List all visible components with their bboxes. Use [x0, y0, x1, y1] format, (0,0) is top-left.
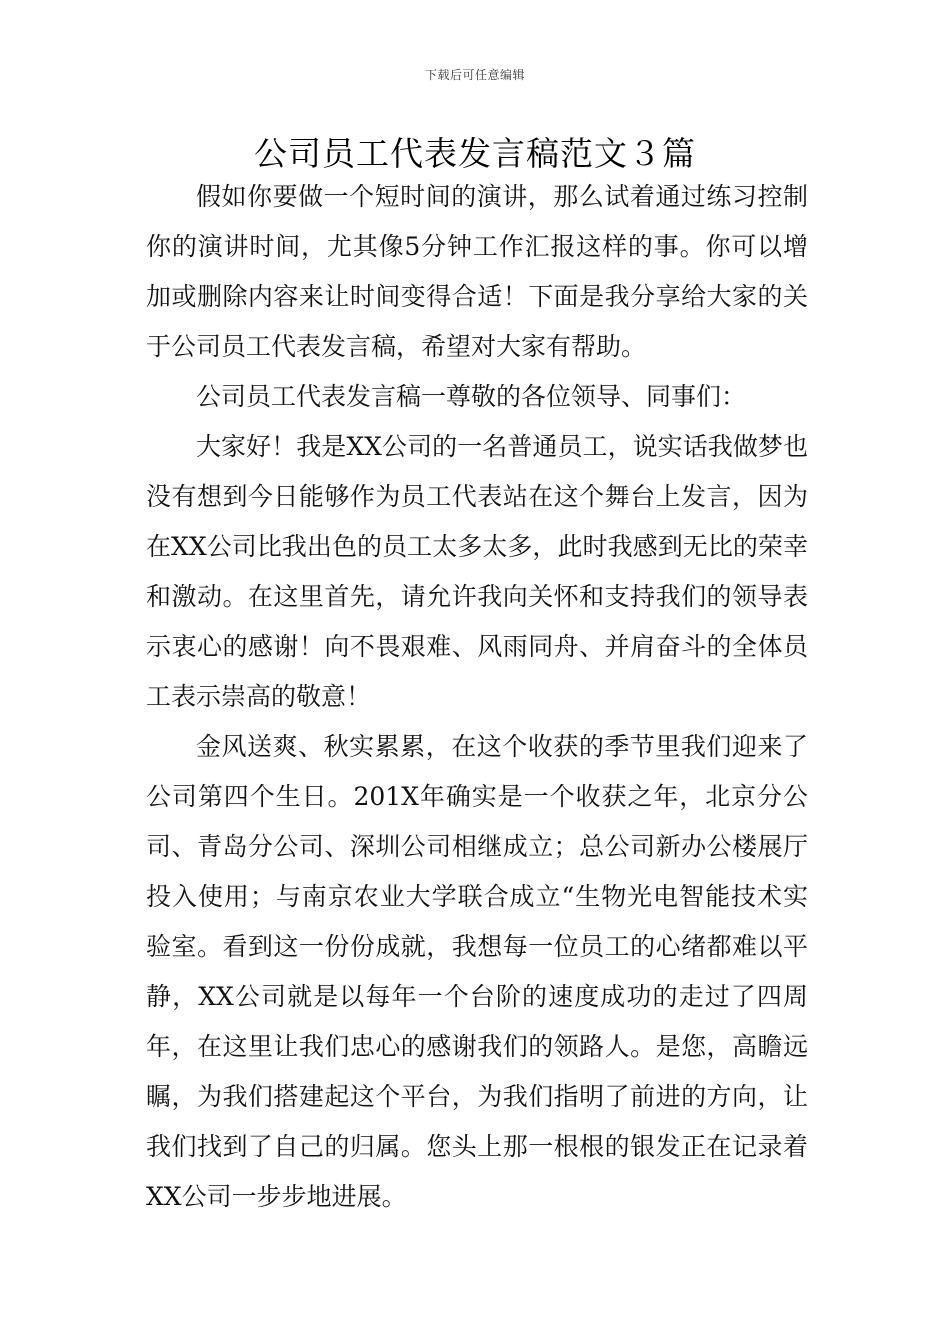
achievements-paragraph: 金风送爽、秋实累累，在这个收获的季节里我们迎来了公司第四个生日。201X年确实是一个收获之年，北京分公司、青岛分公司、深圳公司相继成立；总公司新办公楼展厅投入使用；与南京农业大学联合成立“生物光电智能技术实验室。看到这一份份成就，我想每一位员工的心绪都难以平静，XX公司就是以每年一个台阶的速度成功的走过了四周年，在这里让我们忠心的感谢我们的领路人。是您，高瞻远瞩，为我们搭建起这个平台，为我们指明了前进的方向，让我们找到了自己的归属。您头上那一根根的银发正在记录着XX公司一步步地进展。 — [146, 732, 808, 1211]
document-title: 公司员工代表发言稿范文３篇 — [254, 134, 696, 173]
intro-paragraph: 假如你要做一个短时间的演讲，那么试着通过练习控制你的演讲时间，尤其像5分钟工作汇报这样的事。你可以增加或删除内容来让时间变得合适！下面是我分享给大家的关于公司员工代表发言稿，希望对大家有帮助。 — [146, 182, 808, 361]
document-body — [146, 172, 808, 1222]
greeting-paragraph: 大家好！我是XX公司的一名普通员工，说实话我做梦也没有想到今日能够作为员工代表站在这个舞台上发言，因为在XX公司比我出色的员工太多太多，此时我感到无比的荣幸和激动。在这里首先，请允许我向关怀和支持我们的领导表示衷心的感谢！向不畏艰难、风雨同舟、并肩奋斗的全体员工表示崇高的敬意！ — [146, 432, 808, 711]
header-note: 下载后可任意编辑 — [424, 68, 525, 82]
speech-heading-paragraph: 公司员工代表发言稿一尊敬的各位领导、同事们： — [196, 382, 747, 411]
